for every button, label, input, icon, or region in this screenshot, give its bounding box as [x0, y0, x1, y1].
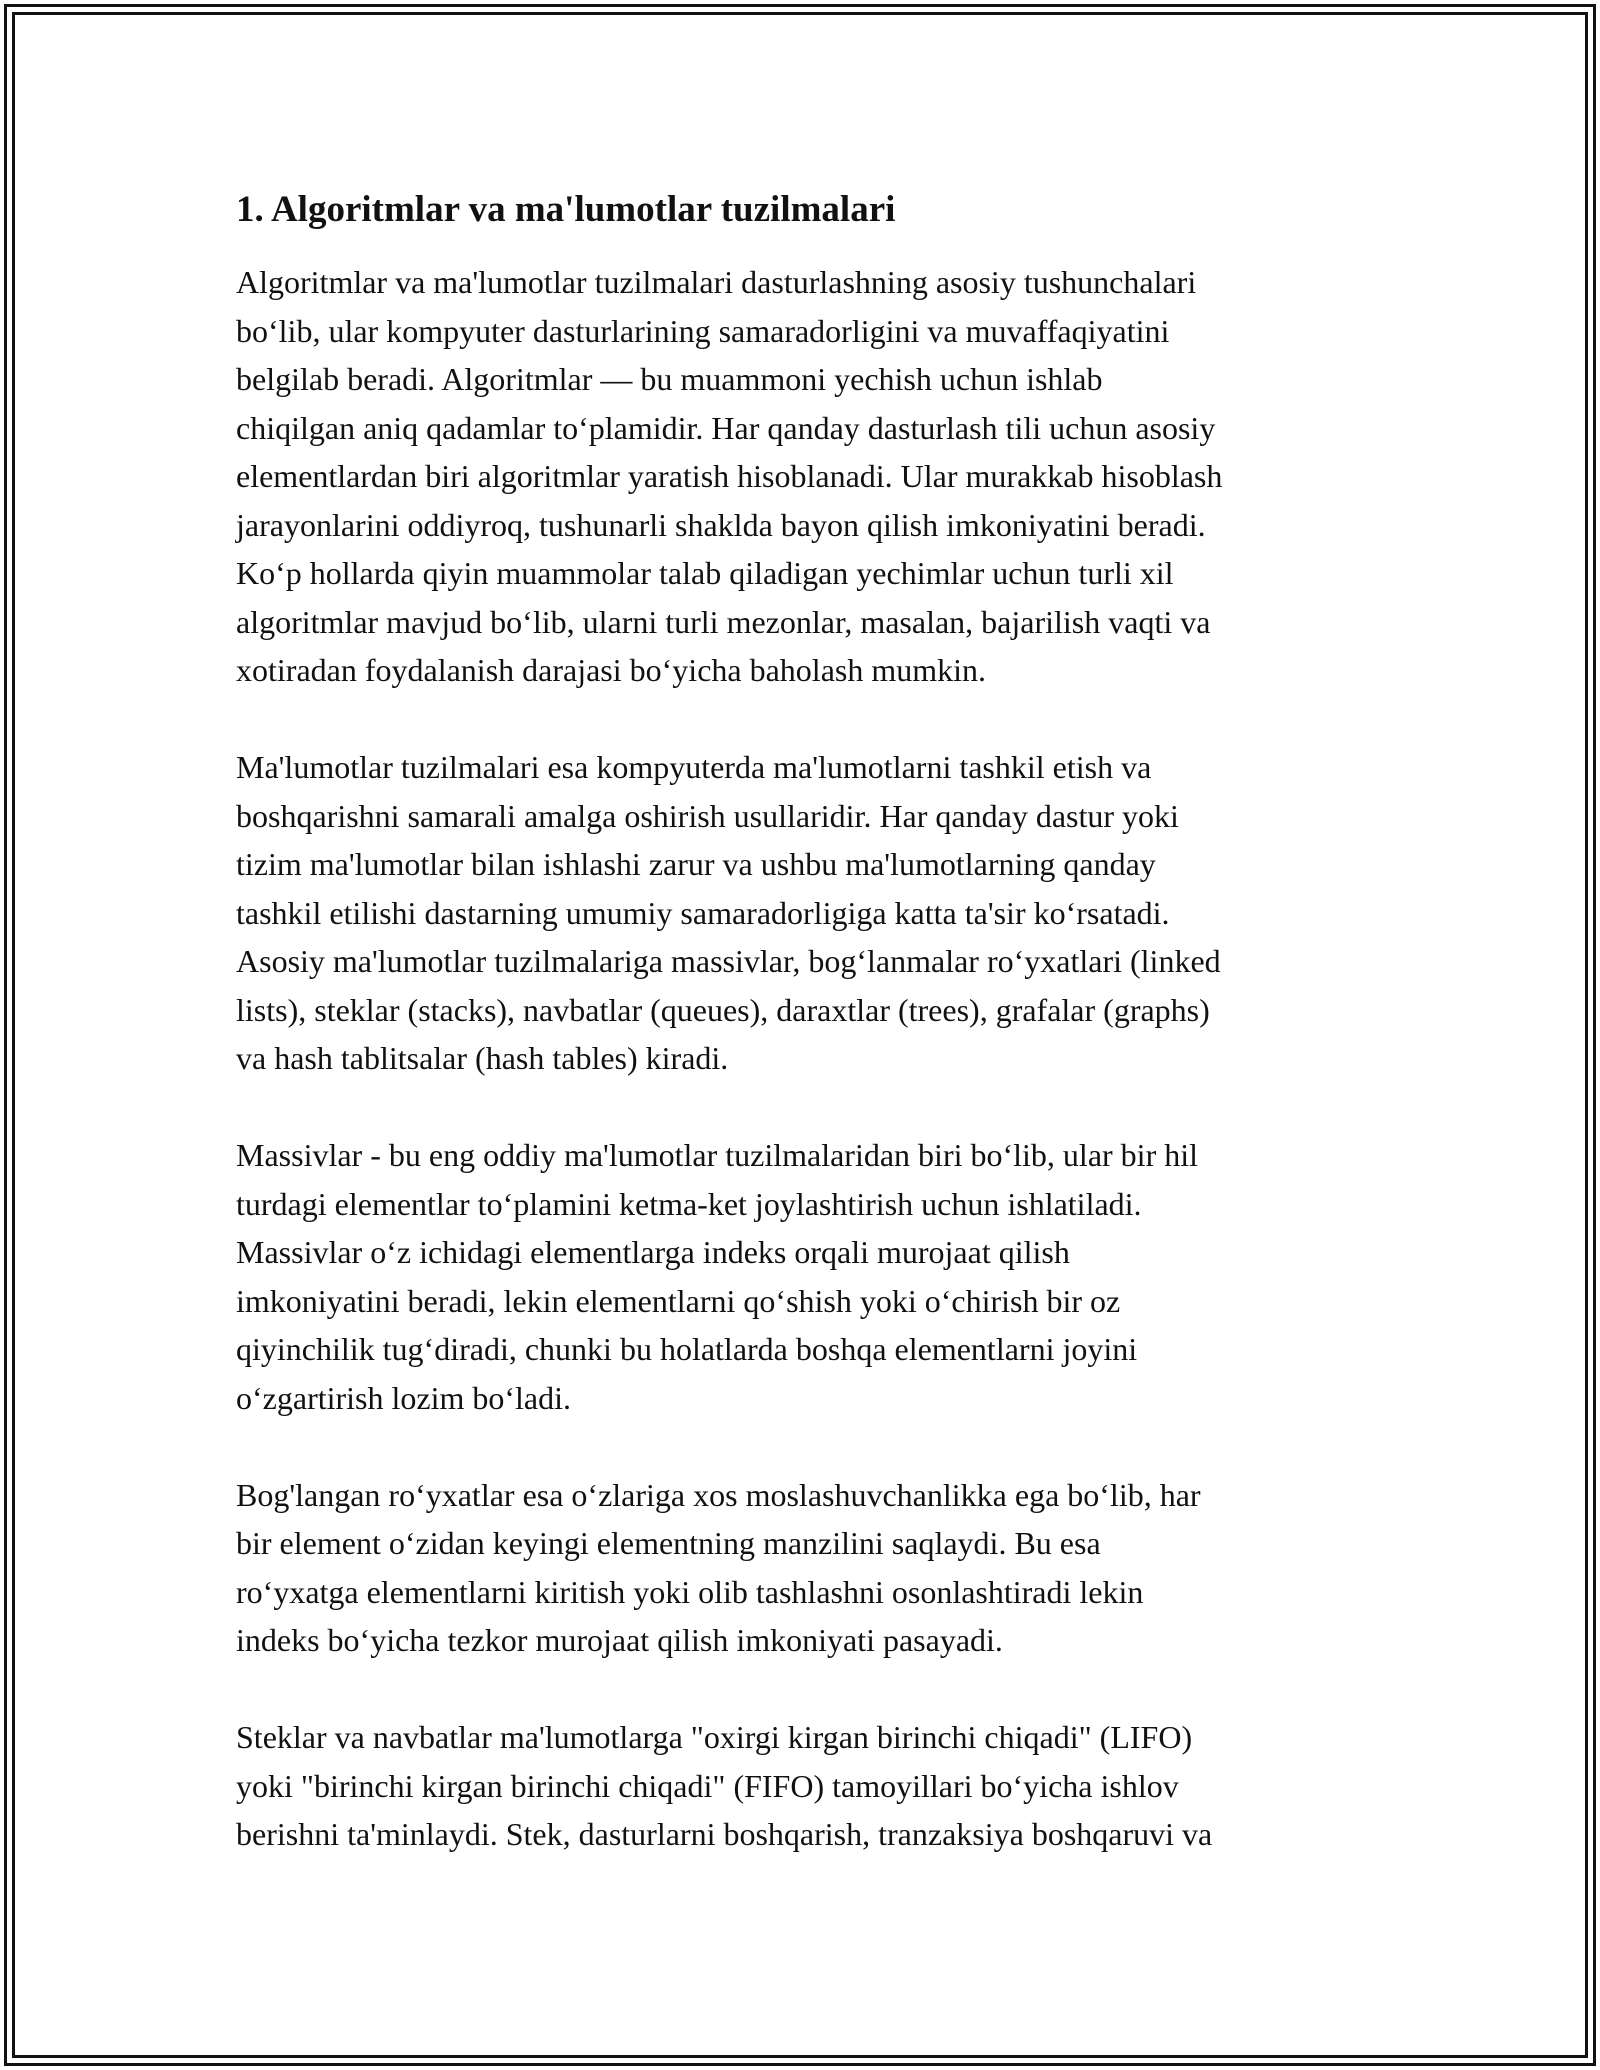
section-heading: 1. Algoritmlar va ma'lumotlar tuzilmalari — [236, 189, 896, 230]
paragraph-data-structures: Ma'lumotlar tuzilmalari esa kompyuterda ma'lumotlarni tashkil etish va boshqarishni samarali amalga oshirish usullaridir. Har qanday dastur yoki tizim ma'lumotlar bilan ishlashi zarur va ushbu ma'lumotlarning qanday tashkil etilishi dastarning umumiy samaradorligiga katta ta'sir ko‘rsatadi. Asosiy ma'lumotlar tuzilmalariga massivlar, bog‘lanmalar ro‘yxatlari (linked lists), steklar (stacks), navbatlar (queues), daraxtlar (trees), grafalar (graphs) va hash tablitsalar (hash tables) kiradi. — [236, 749, 1221, 1076]
paragraph-stacks-queues: Steklar va navbatlar ma'lumotlarga "oxirgi kirgan birinchi chiqadi" (LIFO) yoki "birinchi kirgan birinchi chiqadi" (FIFO) tamoyillari bo‘yicha ishlov berishni ta'minlaydi. Stek, dasturlarni boshqarish, tranzaksiya boshqaruvi va — [236, 1719, 1213, 1852]
paragraph-algorithms: Algoritmlar va ma'lumotlar tuzilmalari dasturlashning asosiy tushunchalari bo‘lib, ular kompyuter dasturlarining samaradorligini va muvaffaqiyatini belgilab beradi. Algoritmlar — bu muammoni yechish uchun ishlab chiqilgan aniq qadamlar to‘plamidir. Har qanday dasturlash tili uchun asosiy elementlardan biri algoritmlar yaratish hisoblanadi. Ular murakkab hisoblash jarayonlarini oddiyroq, tushunarli shaklda bayon qilish imkoniyatini beradi. Ko‘p hollarda qiyin muammolar talab qiladigan yechimlar uchun turli xil algoritmlar mavjud bo‘lib, ularni turli mezonlar, masalan, bajarilish vaqti va xotiradan foydalanish darajasi bo‘yicha baholash mumkin. — [236, 264, 1223, 688]
paragraph-arrays: Massivlar - bu eng oddiy ma'lumotlar tuzilmalaridan biri bo‘lib, ular bir hil turdagi elementlar to‘plamini ketma-ket joylashtirish uchun ishlatiladi. Massivlar o‘z ichidagi elementlarga indeks orqali murojaat qilish imkoniyatini beradi, lekin elementlarni qo‘shish yoki o‘chirish bir oz qiyinchilik tug‘diradi, chunki bu holatlarda boshqa elementlarni joyini o‘zgartirish lozim bo‘ladi. — [236, 1137, 1198, 1416]
document-body — [236, 186, 1376, 1907]
paragraph-linked-lists: Bog'langan ro‘yxatlar esa o‘zlariga xos moslashuvchanlikka ega bo‘lib, har bir element o‘zidan keyingi elementning manzilini saqlaydi. Bu esa ro‘yxatga elementlarni kiritish yoki olib tashlashni osonlashtiradi lekin indeks bo‘yicha tezkor murojaat qilish imkoniyati pasayadi. — [236, 1476, 1201, 1658]
